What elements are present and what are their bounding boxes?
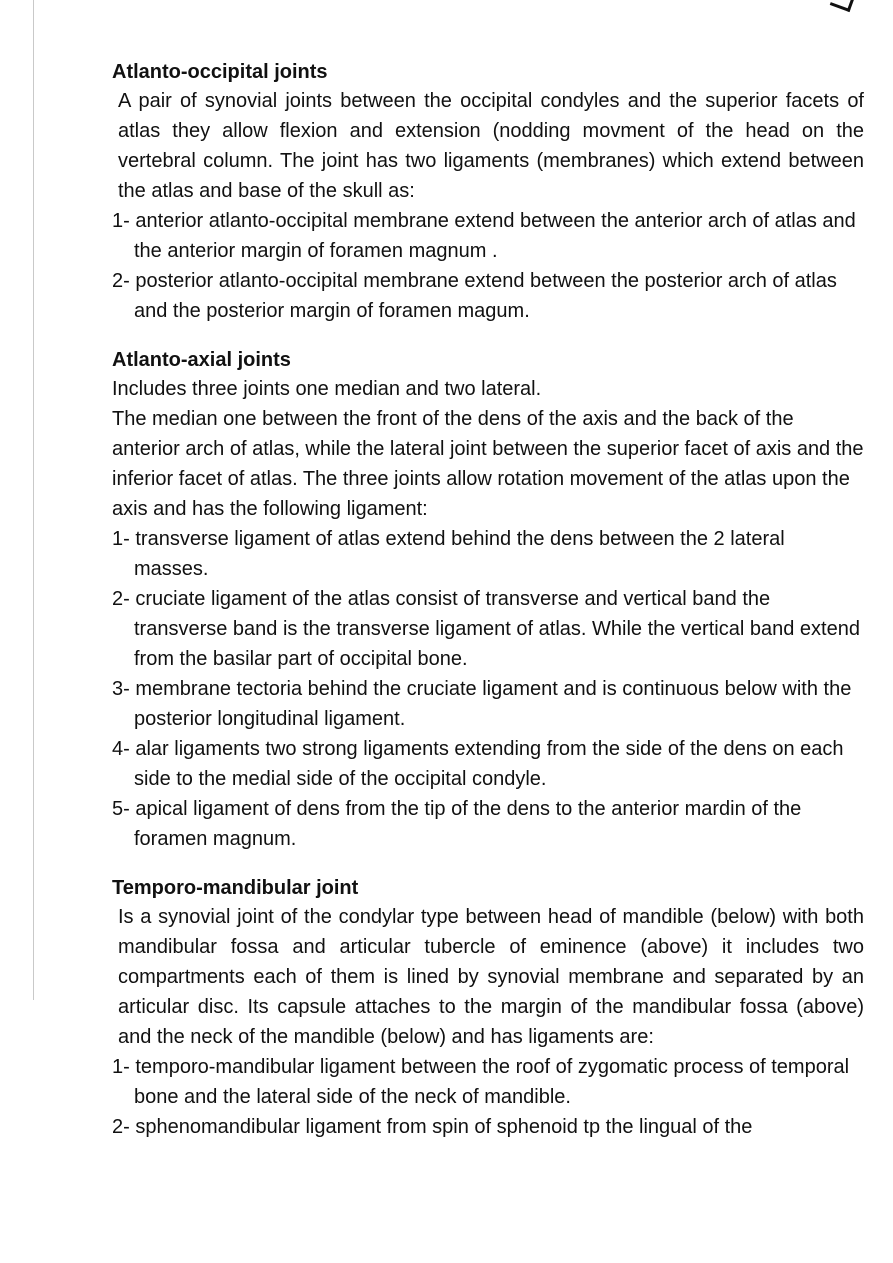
item-number: 5- [112, 798, 130, 820]
section-paragraph: The median one between the front of the dens of the axis and the back of the anterior arch of atlas, while the lateral joint between the superior facet of axis and the inferior facet of atlas. The three joints allow rotation movement of the atlas upon the axis and has the following ligament: [112, 408, 864, 520]
item-text: membrane tectoria behind the cruciate ligament and is continuous below with the posterior longitudinal ligament. [134, 678, 852, 730]
ligament-list [112, 206, 864, 326]
item-number: 1- [112, 210, 130, 232]
item-text: sphenomandibular ligament from spin of sphenoid tp the lingual of the [135, 1116, 753, 1138]
item-text: posterior atlanto-occipital membrane extend between the posterior arch of atlas and the posterior margin of foramen magum. [134, 270, 837, 322]
section-atlanto-axial [112, 346, 864, 854]
section-temporo-mandibular [112, 874, 864, 1142]
item-number: 2- [112, 1116, 130, 1138]
section-atlanto-occipital [112, 58, 864, 326]
item-number: 1- [112, 528, 130, 550]
list-item [112, 734, 864, 794]
ligament-list [112, 1052, 864, 1142]
item-text: alar ligaments two strong ligaments extending from the side of the dens on each side to the medial side of the occipital condyle. [134, 738, 844, 790]
item-number: 2- [112, 588, 130, 610]
item-number: 4- [112, 738, 130, 760]
item-number: 2- [112, 270, 130, 292]
item-text: transverse ligament of atlas extend behind the dens between the 2 lateral masses. [134, 528, 785, 580]
list-item [112, 206, 864, 266]
item-text: apical ligament of dens from the tip of the dens to the anterior mardin of the foramen magnum. [134, 798, 802, 850]
item-text: anterior atlanto-occipital membrane extend between the anterior arch of atlas and the anterior margin of foramen magnum . [134, 210, 856, 262]
item-number: 3- [112, 678, 130, 700]
section-paragraph: A pair of synovial joints between the occipital condyles and the superior facets of atlas they allow flexion and extension (nodding movment of the head on the vertebral column. The joint has two ligaments (membranes) which extend between the atlas and base of the skull as: [118, 90, 864, 202]
list-item [112, 674, 864, 734]
item-text: temporo-mandibular ligament between the roof of zygomatic process of temporal bone and the lateral side of the neck of mandible. [134, 1056, 850, 1108]
section-paragraph: Is a synovial joint of the condylar type between head of mandible (below) with both mandibular fossa and articular tubercle of eminence (above) it includes two compartments each of them is lined by synovial membrane and separated by an articular disc. Its capsule attaches to the margin of the mandibular fossa (above) and the neck of the mandible (below) and has ligaments are: [118, 906, 864, 1048]
section-heading: Atlanto-axial joints [112, 349, 291, 371]
section-heading: Atlanto-occipital joints [112, 61, 328, 83]
item-number: 1- [112, 1056, 130, 1078]
corner-mark-icon [830, 0, 856, 12]
page-edge-line [33, 0, 34, 1000]
section-heading: Temporo-mandibular joint [112, 877, 359, 899]
item-text: cruciate ligament of the atlas consist of transverse and vertical band the transverse band is the transverse ligament of atlas. While the vertical band extend from the basilar part of occipital bone. [134, 588, 860, 670]
list-item [112, 524, 864, 584]
document-body [112, 58, 864, 1162]
section-paragraph: Includes three joints one median and two lateral. [112, 378, 542, 400]
list-item [112, 794, 864, 854]
list-item [112, 266, 864, 326]
list-item [112, 1052, 864, 1112]
list-item [112, 584, 864, 674]
ligament-list [112, 524, 864, 854]
list-item [112, 1112, 864, 1142]
